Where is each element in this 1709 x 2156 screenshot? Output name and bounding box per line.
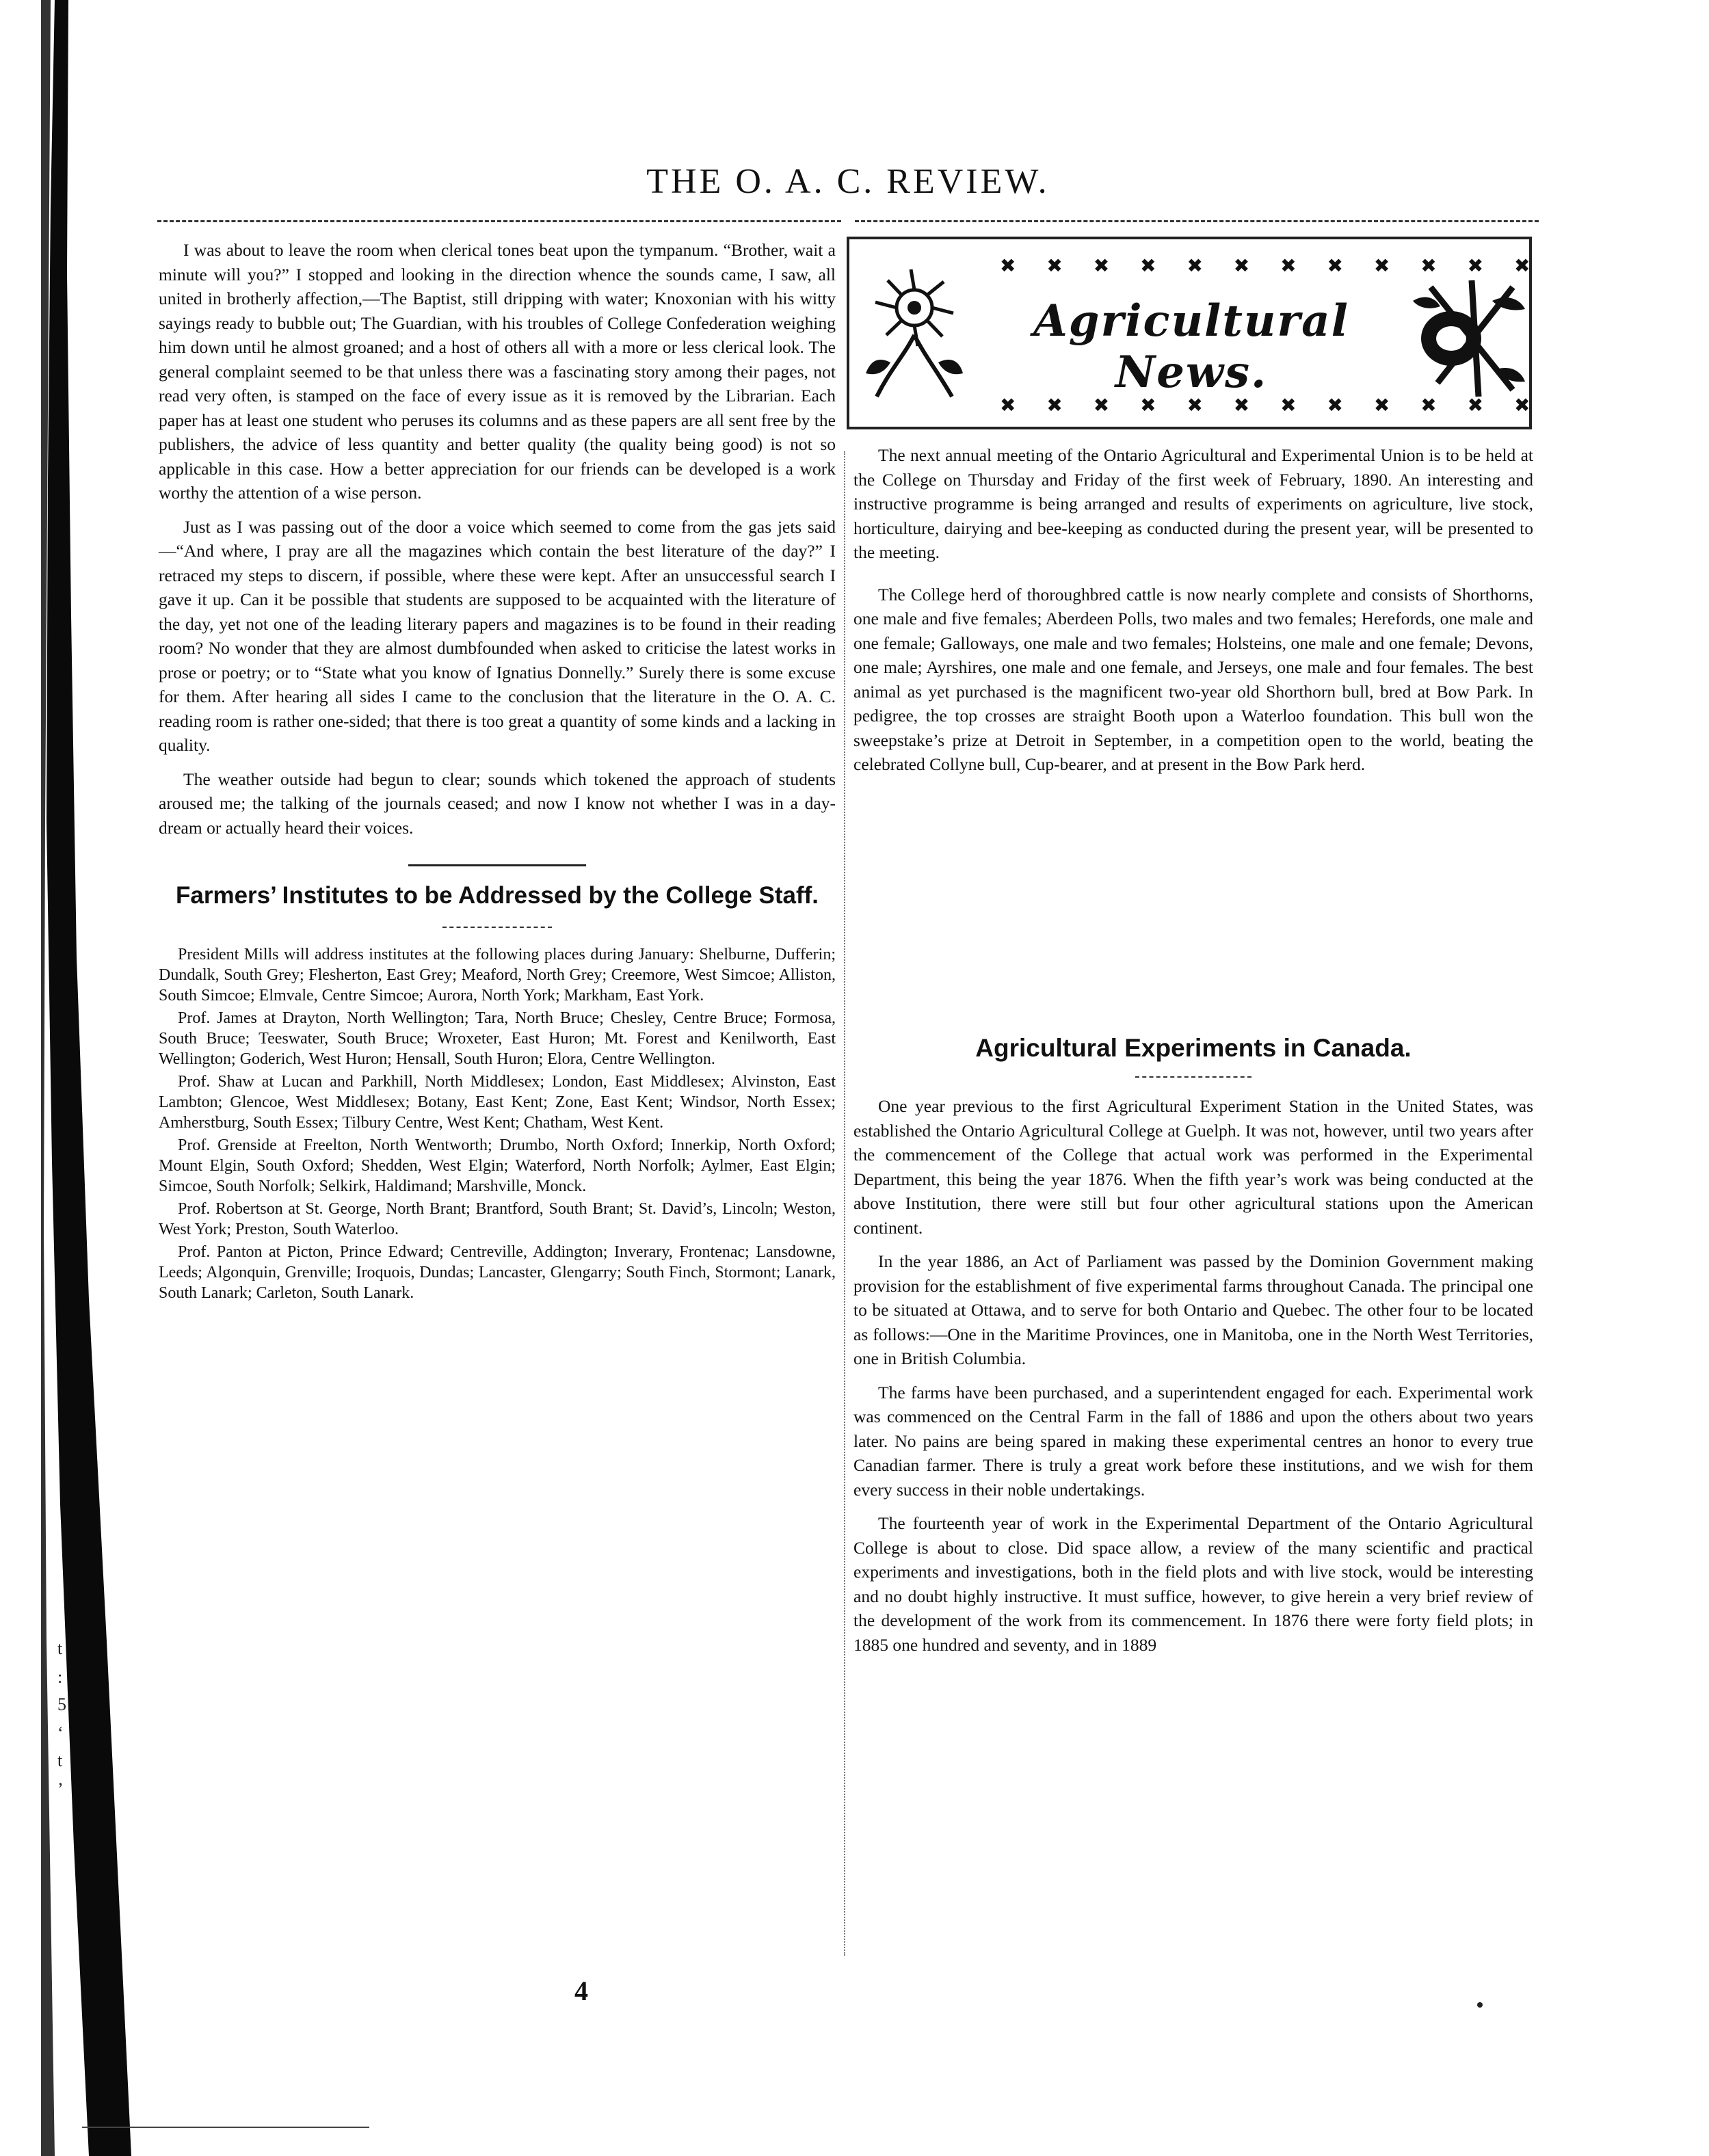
scan-bottom-line — [82, 2127, 369, 2128]
institute-entry: Prof. James at Drayton, North Wellington; Tara, North Bruce; Chesley, Centre Bruce; Formosa, South Bruce; Teeswater, South Bruce; Wroxeter, East Huron; Mt. Forest and Kenilworth, East Wellington; Goderich, West Huron; Hensall, South Huron; Elora, Centre Wellington. — [159, 1009, 836, 1068]
news-paragraph: The College herd of thoroughbred cattle is now nearly complete and consists of Shorthorns, one male and five females; Aberdeen Polls, two males and two females; Herefords, one male and one female; Galloways, one male and two females; Holsteins, one male and one female; Devons, one male; Ayrshires, one male and one female, and Jerseys, one male and four females. The best animal as yet purchased is the magnificent two-year old Shorthorn bull, bred at Bow Park. In pedigree, the top crosses are straight Booth upon a Waterloo foundation. This bull won the sweepstake’s prize at Detroit in September, in a competition open to the world, beating the celebrated Collyne bull, Cup-bearer, and at present in the Bow Park herd. — [853, 584, 1533, 774]
experiments-paragraph: One year previous to the first Agricultural Experiment Station in the United States, was established the Ontario Agricultural College at Guelph. It was not, however, until two years after the commencement of the College that actual work was performed in the Experimental Department, this being the year 1876. When the fifth year’s work was being conducted at the above Institution, there were still but four other agricultural stations upon the American continent. — [853, 1096, 1533, 1238]
left-column — [159, 238, 836, 1305]
star-border-bottom: ✖ ✖ ✖ ✖ ✖ ✖ ✖ ✖ ✖ ✖ ✖ ✖ — [1000, 394, 1543, 416]
agricultural-news-banner — [847, 237, 1543, 429]
institute-entry: Prof. Panton at Picton, Prince Edward; Centreville, Addington; Inverary, Frontenac; Lansdowne, Leeds; Algonquin, Grenville; Iroquois, Dundas; Lancaster, Glengarry; South Finch, Stormont; Lanark, South Lanark; Carleton, South Lanark. — [159, 1243, 836, 1302]
binding-edge — [41, 0, 137, 2156]
edge-mark: t — [57, 1751, 63, 1770]
institute-entry: Prof. Shaw at Lucan and Parkhill, North Middlesex; London, East Middlesex; Alvinston, East Lambton; Glencoe, West Middlesex; Botany, East Kent; Zone, East Kent; Windsor, North Essex; Amherstburg, South Essex; Tilbury Centre, West Kent; Chatham, West Kent. — [159, 1073, 836, 1132]
edge-mark: 5 — [57, 1694, 66, 1714]
experiments-heading: Agricultural Experiments in Canada. — [975, 1034, 1412, 1062]
scan-speck — [1477, 2002, 1483, 2008]
left-paragraph: Just as I was passing out of the door a voice which seemed to come from the gas jets said—“And where, I pray are all the magazines which contain the best literature of the day?” I retraced my steps to discern, if possible, where these were kept. After an unsuccessful search I gave it up. Can it be possible that students are supposed to be acquainted with the literature of the day, yet not one of the leading literary papers and magazines is to be found in their reading room? No wonder that they are almost dumbfounded when asked to criticise the latest works in prose or poetry; or to “State what you know of Ignatius Donnelly.” Surely there is some excuse for them. After hearing all sides I came to the conclusion that the literature in the O. A. C. reading room is rather one-sided; that there is too great a quantity of some kinds and a lacking in quality. — [159, 516, 836, 755]
institutes-heading: Farmers’ Institutes to be Addressed by the College Staff. — [175, 882, 819, 909]
experiments-paragraph: The fourteenth year of work in the Experimental Department of the Ontario Agricultural College is about to close. Did space allow, a review of the many scientific and practical experiments and investigations, both in the field plots and with live stock, would be interesting and no doubt highly instructive. It must suffice, however, to give herein a very brief review of the development of the work from its commencement. In 1876 there were forty field plots; in 1885 one hundred and seventy, and in 1889 — [853, 1513, 1533, 1655]
institute-entry: Prof. Robertson at St. George, North Brant; Brantford, South Brant; St. David’s, Lincoln; Weston, West York; Preston, South Waterloo. — [159, 1200, 836, 1238]
edge-mark: ’ — [57, 1779, 64, 1799]
experiments-paragraph: The farms have been purchased, and a superintendent engaged for each. Experimental work was commenced on the Central Farm in the fall of 1886 and upon the others about two years later. No pains are being spared in making these experimental centres an honor to every true Canadian farmer. There is truly a great work before these institutions, and we wish for them every success in their noble undertakings. — [853, 1382, 1533, 1500]
page-number: 4 — [574, 1975, 588, 2006]
star-border-top: ✖ ✖ ✖ ✖ ✖ ✖ ✖ ✖ ✖ ✖ ✖ ✖ — [1000, 254, 1543, 277]
institute-entry: President Mills will address institutes at the following places during January: Shelburne, Dufferin; Dundalk, South Grey; Flesherton, East Grey; Meaford, North Grey; Creemore, West Simcoe; Alliston, South Simcoe; Elmvale, Centre Simcoe; Aurora, North York; Markham, East York. — [159, 946, 836, 1004]
masthead-title: THE O. A. C. REVIEW. — [646, 162, 1050, 201]
agricultural-news-title: Agricultural News. — [1033, 295, 1349, 398]
header-rule-left — [157, 220, 841, 222]
experiments-paragraph: In the year 1886, an Act of Parliament was passed by the Dominion Government making provision for the establishment of five experimental farms throughout Canada. The principal one to be situated at Ottawa, and to serve for both Ontario and Quebec. The other four to be located as follows:—One in the Maritime Provinces, one in Manitoba, one in the North West Territories, one in British Columbia. — [853, 1251, 1533, 1368]
left-paragraph: The weather outside had begun to clear; sounds which tokened the approach of students aroused me; the talking of the journals ceased; and now I know not whether I was in a day-dream or actually heard their voices. — [159, 769, 836, 838]
left-paragraph: I was about to leave the room when clerical tones beat upon the tympanum. “Brother, wait a minute will you?” I stopped and looking in the direction whence the sounds came, I saw, all united in brotherly affection,—The Baptist, still dripping with water; Knoxonian with his witty sayings ready to bubble out; The Guardian, with his troubles of College Confederation weighing him down until he almost groaned; and a host of others all with a more or less clerical look. The general complaint seemed to be that unless there was a fascinating story among their pages, not read very often, is stamped on the face of every issue as it is removed by the Librarian. Each paper has at least one student who peruses its columns and as these papers are all sent free by the publishers, the advice of less quantity and better quality (the quality being good) is not so applicable in this case. How a better appreciation for our friends can be developed is a work worthy the attention of a wise person. — [159, 240, 836, 503]
flower-ornament-icon — [863, 260, 966, 403]
institutes-list — [159, 944, 836, 1303]
header-rule-right — [855, 220, 1539, 222]
column-divider — [844, 451, 845, 1956]
right-column-news — [853, 443, 1533, 786]
institute-entry: Prof. Grenside at Freelton, North Wentworth; Drumbo, North Oxford; Innerkip, North Oxford; Mount Elgin, South Oxford; Shedden, West Elgin; Waterford, North Norfolk; Aylmer, East Elgin; Simcoe, South Norfolk; Selkirk, Haldimand; Marshville, Monck. — [159, 1136, 836, 1195]
news-paragraph: The next annual meeting of the Ontario Agricultural and Experimental Union is to be held at the College on Thursday and Friday of the first week of February, 1890. An interesting and instructive programme is being arranged and results of experiments on agriculture, live stock, horticulture, dairying and bee-keeping as conducted during the present year, will be presented to the meeting. — [853, 445, 1533, 562]
edge-mark: t — [57, 1638, 63, 1658]
section-rule — [1135, 1076, 1251, 1078]
edge-mark: ‘ — [57, 1723, 64, 1743]
wheat-sheaf-icon — [1410, 274, 1526, 403]
edge-mark: : — [57, 1667, 63, 1687]
right-column-experiments — [853, 1094, 1533, 1666]
